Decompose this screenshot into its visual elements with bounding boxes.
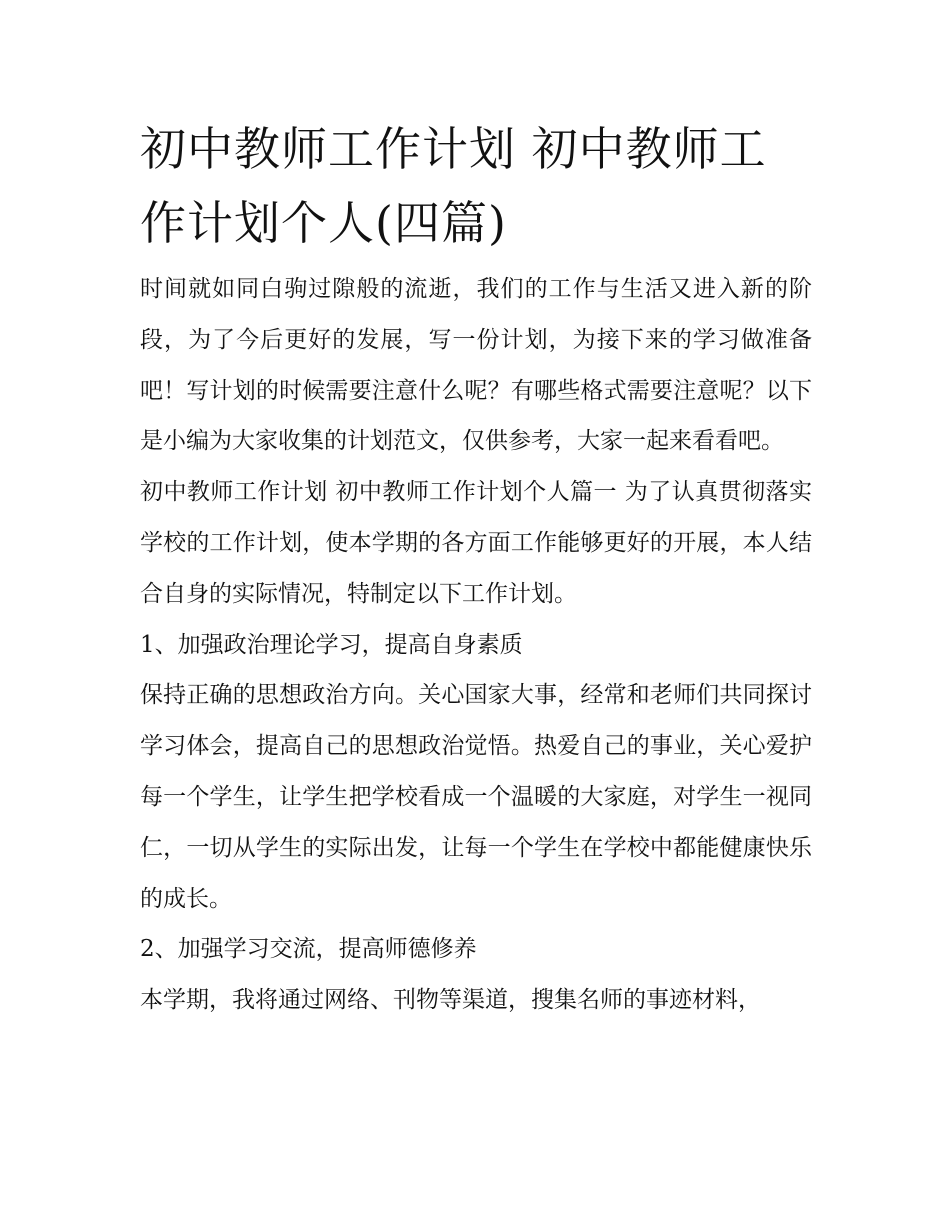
heading-1-political-study: 1、加强政治理论学习，提高自身素质 [140, 631, 523, 658]
document-title: 初中教师工作计划 初中教师工作计划个人(四篇) [140, 122, 767, 250]
political-study-paragraph: 保持正确的思想政治方向。关心国家大事，经常和老师们共同探讨学习体会，提高自己的思想政治觉悟。热爱自己的事业，关心爱护每一个学生，让学生把学校看成一个温暖的大家庭，对学生一视同仁，一切从学生的实际出发，让每一个学生在学校中都能健康快乐的成长。 [140, 682, 812, 912]
learning-exchange-paragraph: 本学期，我将通过网络、刊物等渠道，搜集名师的事迹材料， [140, 987, 761, 1014]
intro-paragraph: 时间就如同白驹过隙般的流逝，我们的工作与生活又进入新的阶段，为了今后更好的发展，写一份计划，为接下来的学习做准备吧！写计划的时候需要注意什么呢？有哪些格式需要注意呢？以下是小编为大家收集的计划范文，仅供参考，大家一起来看看吧。 [140, 276, 812, 455]
section-one-intro-paragraph: 初中教师工作计划 初中教师工作计划个人篇一 为了认真贯彻落实学校的工作计划，使本学期的各方面工作能够更好的开展，本人结合自身的实际情况，特制定以下工作计划。 [140, 479, 812, 607]
document-page [140, 112, 812, 1026]
heading-2-learning-exchange: 2、加强学习交流，提高师德修养 [140, 936, 477, 963]
